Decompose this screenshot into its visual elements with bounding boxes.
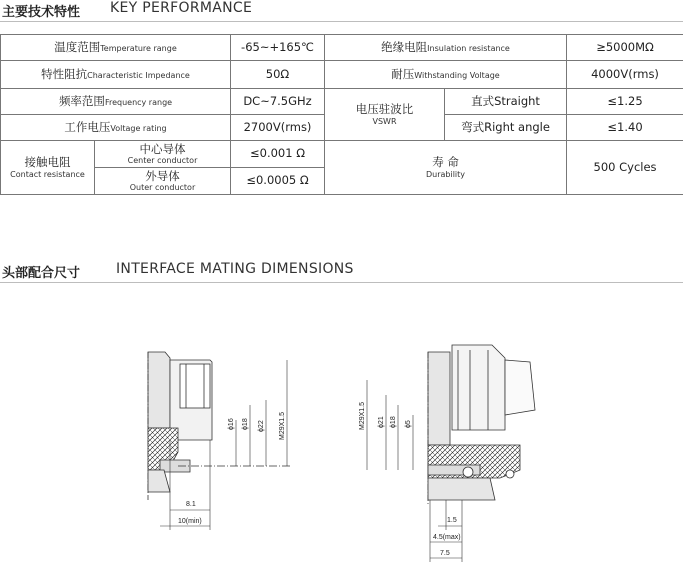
withstanding-label: 耐压Withstanding Voltage [325, 61, 567, 89]
insulation-label: 绝缘电阻Insulation resistance [325, 35, 567, 61]
contact-label: 接触电阻 Contact resistance [1, 141, 95, 195]
durability-label: 寿 命 Durability [325, 141, 567, 195]
frequency-label: 频率范围Frequency range [1, 89, 231, 115]
impedance-label: 特性阻抗Characteristic Impedance [1, 61, 231, 89]
outer-conductor-label: 外导体 Outer conductor [95, 168, 231, 195]
outer-conductor-value: ≤0.0005 Ω [231, 168, 325, 195]
durability-value: 500 Cycles [567, 141, 683, 195]
voltage-label: 工作电压Voltage rating [1, 115, 231, 141]
temperature-value: -65~+165℃ [231, 35, 325, 61]
withstanding-value: 4000V(rms) [567, 61, 683, 89]
dim-label: ϕ18 [242, 418, 249, 430]
dim-label: ϕ21 [378, 416, 385, 428]
dim-label: 1.5 [447, 517, 457, 524]
section-title-en: INTERFACE MATING DIMENSIONS [116, 261, 354, 277]
section-title-cn: 头部配合尺寸 [2, 266, 81, 281]
vswr-straight-value: ≤1.25 [567, 89, 683, 115]
dim-label: 7.5 [440, 550, 450, 557]
right-connector-drawing [428, 345, 535, 505]
vswr-label: 电压驻波比 VSWR [325, 89, 445, 141]
dim-label: ϕ16 [228, 418, 235, 430]
vswr-angle-label: 弯式Right angle [445, 115, 567, 141]
center-conductor-value: ≤0.001 Ω [231, 141, 325, 168]
dim-label: M29X1.5 [359, 401, 366, 430]
dim-label: 10(min) [178, 518, 202, 525]
impedance-value: 50Ω [231, 61, 325, 89]
dim-label: 8.1 [186, 501, 196, 508]
vswr-angle-value: ≤1.40 [567, 115, 683, 141]
dim-label: ϕ5 [405, 420, 412, 428]
insulation-value: ≥5000MΩ [567, 35, 683, 61]
section-title-cn: 主要技术特性 [2, 5, 81, 20]
voltage-value: 2700V(rms) [231, 115, 325, 141]
frequency-value: DC~7.5GHz [231, 89, 325, 115]
left-connector-drawing [148, 352, 290, 500]
section-title-en: KEY PERFORMANCE [110, 0, 253, 16]
dim-label: ϕ22 [258, 420, 265, 432]
dim-label: 4.5(max) [433, 534, 461, 541]
vswr-straight-label: 直式Straight [445, 89, 567, 115]
dim-label: M29X1.5 [279, 411, 286, 440]
center-conductor-label: 中心导体 Center conductor [95, 141, 231, 168]
temperature-label: 温度范围Temperature range [1, 35, 231, 61]
dim-label: ϕ18 [390, 416, 397, 428]
